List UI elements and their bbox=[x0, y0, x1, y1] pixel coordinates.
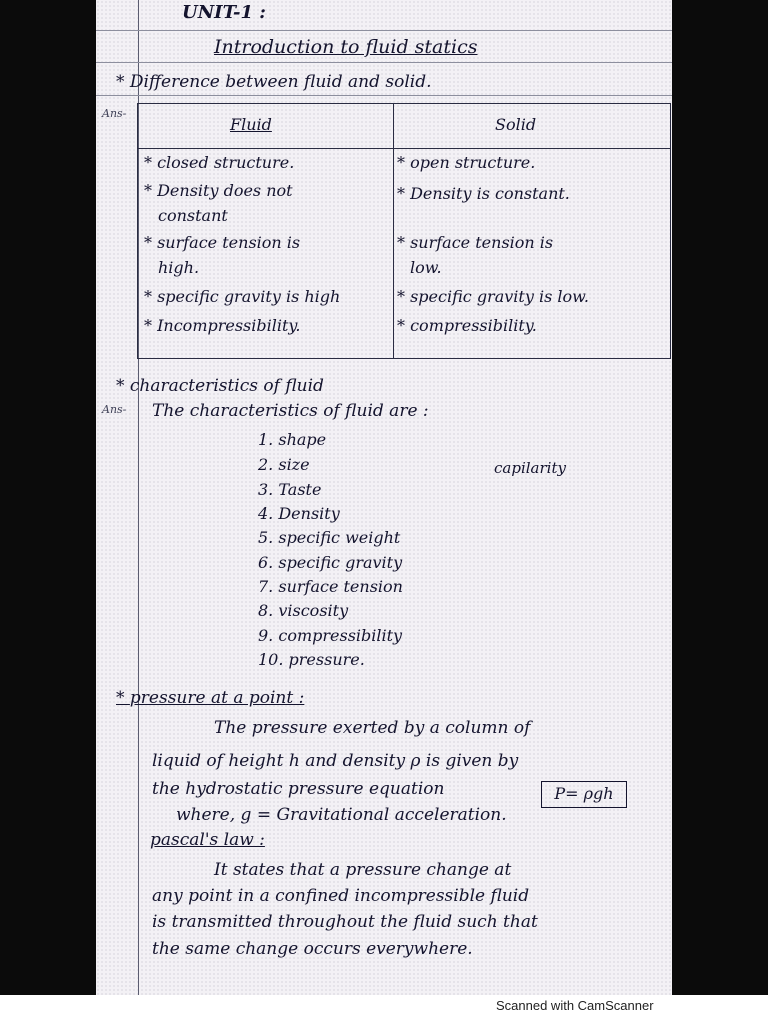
pressure-text: The pressure exerted by a column of bbox=[214, 718, 531, 738]
answer-marker: Ans- bbox=[102, 107, 127, 120]
list-item: 9. compressibility bbox=[258, 626, 403, 645]
list-item: 6. specific gravity bbox=[258, 553, 403, 572]
pressure-text: where, g = Gravitational acceleration. bbox=[176, 805, 507, 825]
pascal-text: the same change occurs everywhere. bbox=[152, 939, 473, 959]
list-item: 8. viscosity bbox=[258, 601, 349, 620]
notebook-page bbox=[96, 0, 672, 995]
table-header-line bbox=[138, 148, 670, 149]
scan-border-right bbox=[672, 0, 768, 995]
pressure-heading: * pressure at a point : bbox=[116, 688, 305, 708]
pascal-text: It states that a pressure change at bbox=[214, 860, 512, 880]
pressure-text: liquid of height h and density ρ is given by bbox=[152, 751, 519, 771]
list-item: 2. size bbox=[258, 455, 310, 474]
camscanner-watermark: Scanned with CamScanner bbox=[496, 998, 654, 1013]
fluid-column-header: Fluid bbox=[230, 115, 272, 134]
solid-row: * open structure. bbox=[397, 153, 536, 172]
scan-border-left bbox=[0, 0, 96, 995]
characteristics-heading: * characteristics of fluid bbox=[116, 376, 324, 396]
solid-row: low. bbox=[410, 258, 442, 277]
solid-row: * specific gravity is low. bbox=[397, 287, 589, 306]
ruled-line bbox=[96, 30, 672, 31]
fluid-row: constant bbox=[158, 206, 228, 225]
pascal-text: is transmitted throughout the fluid such that bbox=[152, 912, 538, 932]
fluid-row: * Density does not bbox=[144, 181, 293, 200]
capillarity-note: capilarity bbox=[494, 459, 566, 477]
fluid-row: * closed structure. bbox=[144, 153, 295, 172]
answer-marker: Ans- bbox=[102, 403, 127, 416]
list-item: 1. shape bbox=[258, 430, 327, 449]
solid-row: * surface tension is bbox=[397, 233, 554, 252]
list-item: 3. Taste bbox=[258, 480, 322, 499]
pressure-text: the hydrostatic pressure equation bbox=[152, 779, 445, 799]
list-item: 10. pressure. bbox=[258, 650, 365, 669]
pascal-text: any point in a confined incompressible fluid bbox=[152, 886, 530, 906]
table-divider bbox=[393, 104, 394, 358]
page-title: Introduction to fluid statics bbox=[214, 36, 478, 58]
list-item: 5. specific weight bbox=[258, 528, 401, 547]
list-item: 4. Density bbox=[258, 504, 340, 523]
characteristics-intro: The characteristics of fluid are : bbox=[152, 401, 429, 421]
unit-heading: UNIT-1 : bbox=[182, 2, 266, 23]
fluid-row: * surface tension is bbox=[144, 233, 301, 252]
comparison-table bbox=[137, 103, 671, 359]
fluid-row: high. bbox=[158, 258, 200, 277]
solid-row: * compressibility. bbox=[397, 316, 537, 335]
hydrostatic-formula-box: P= ρgh bbox=[541, 781, 627, 808]
solid-row: * Density is constant. bbox=[397, 184, 570, 203]
list-item: 7. surface tension bbox=[258, 577, 403, 596]
ruled-line bbox=[96, 62, 672, 63]
difference-heading: * Difference between fluid and solid. bbox=[116, 72, 432, 92]
solid-column-header: Solid bbox=[495, 115, 537, 134]
ruled-line bbox=[96, 95, 672, 96]
fluid-row: * specific gravity is high bbox=[144, 287, 341, 306]
pascal-heading: pascal's law : bbox=[150, 830, 265, 850]
fluid-row: * Incompressibility. bbox=[144, 316, 301, 335]
